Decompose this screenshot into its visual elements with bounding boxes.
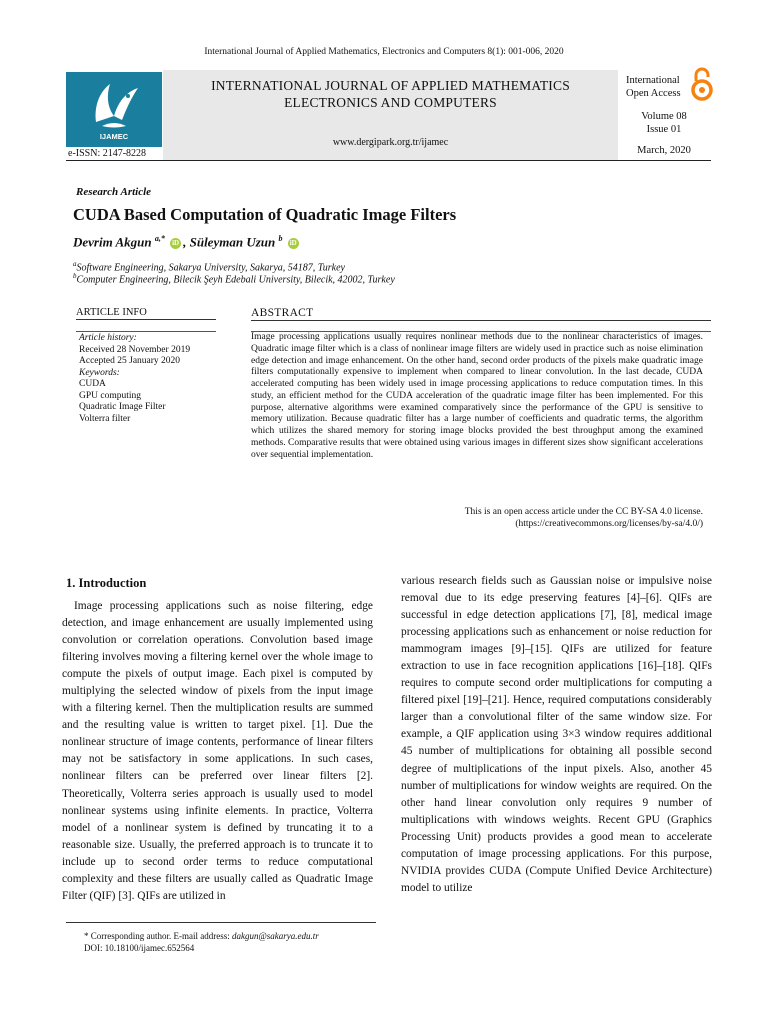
paragraph: various research fields such as Gaussian noise or impulsive noise removal due to its edge preserving features [4]–[6]. QIFs are successful in edge detection applications [7], [8], medical image processing applications such as enhancement or noise reduction for mammogram images [9]–[15]. QIFs are utilized for feature extraction to use in face recognition applications [16]–[18]. QIFs requires to compute second order multiplications for computing a filtered pixel [19]–[21]. Hence, required computations considerably larger than a convolutional filter of the same window size. For example, a QIF application using 3×3 window requires additional 45 number of multiplications for obtaining all possible second degree of multiplications of the input pixels. Also, another 45 number of multiplications for window weights are required. On the other hand linear convolution only requires 9 number of multiplications with windows weights. Recent GPU (Graphics Processing Unit) products provides a good mean to accelerate computation of image processing applications. For this purpose, NVIDIA provides CUDA (Compute Unified Device Architecture) model to utilize xyxy=(401,575,712,894)
volume-issue: Volume 08 Issue 01 xyxy=(641,111,687,135)
history-label: Article history: xyxy=(79,333,137,343)
body-column-left xyxy=(62,598,373,905)
eissn: e-ISSN: 2147-8228 xyxy=(68,148,147,159)
logo-text: IJAMEC xyxy=(99,132,129,141)
author-list: Devrim Akgun $^{a,*}$ iD , Süleyman Uzun $^b$ iD xyxy=(73,234,297,250)
author-name: Süleyman Uzun xyxy=(189,234,276,250)
running-head: International Journal of Applied Mathematics, Electronics and Computers 8(1): 001-006, 2020 xyxy=(204,47,564,57)
license-note: This is an open access article under the CC BY-SA 4.0 license. (https://creativecommons.org/licenses/by-sa/4.0/) xyxy=(251,506,703,530)
open-access-label: International Open Access xyxy=(626,75,681,99)
divider xyxy=(76,319,216,320)
abstract-text: Image processing applications usually requires nonlinear methods due to the nonlinear characteristics of images. Quadratic image filter which is a class of nonlinear image filters are widely used in practice such as noise elimination edge detection and image enhancement. On the other hand, second order products of the pixels make quadratic image filters computationally expensive to implement when compared to linear convolution. In the last decade, CUDA accelerated computing has been widely used in image processing applications to reduce computation times. In this study, an efficient method for the CUDA acceleration of the quadratic image filter has been implemented. For this purpose, alternative algorithms were examined comparatively since the performance of the GPU is sensitive to memory utilization. Because quadratic filter has a large number of coefficients and quadratic terms, the algorithm which utilizes the shared memory for storing image blocks provided the best throughput among the examined methods. Comparative results that were obtained using various images in different sizes show significant accelerations over sequential implementation. xyxy=(251,332,703,460)
footnote-rule xyxy=(66,922,376,923)
author-sup: b xyxy=(278,234,283,243)
keyword: Quadratic Image Filter xyxy=(79,402,166,412)
keywords-label: Keywords: xyxy=(79,367,120,378)
author-email[interactable]: dakgun@sakarya.edu.tr xyxy=(231,931,319,941)
affiliation-b: $^b$Computer Engineering, Bilecik Şeyh Edebali University, Bilecik, 42002, Turkey xyxy=(73,272,395,286)
keyword: GPU computing xyxy=(79,390,142,401)
journal-title: INTERNATIONAL JOURNAL OF APPLIED MATHEMATICS ELECTRONICS AND COMPUTERS xyxy=(211,78,570,110)
license-link[interactable]: (https://creativecommons.org/licenses/by-sa/4.0/) xyxy=(515,519,703,529)
abstract-heading: ABSTRACT xyxy=(251,307,314,319)
journal-logo xyxy=(66,72,162,147)
body-column-right xyxy=(401,573,712,897)
orcid-icon[interactable]: iD xyxy=(172,239,180,248)
open-access-lock-icon xyxy=(689,66,715,102)
divider xyxy=(251,320,711,321)
keyword: Volterra filter xyxy=(79,413,131,424)
orcid-icon[interactable]: iD xyxy=(289,239,297,248)
article-title: CUDA Based Computation of Quadratic Image Filters xyxy=(73,205,457,224)
divider xyxy=(76,331,216,332)
doi: DOI: 10.18100/ijamec.652564 xyxy=(84,942,195,953)
accepted-date: Accepted 25 January 2020 xyxy=(79,356,181,366)
keyword: CUDA xyxy=(79,379,106,389)
header-rule xyxy=(66,160,711,161)
section-heading: 1. Introduction xyxy=(66,576,147,590)
article-info xyxy=(79,333,190,425)
issue-date: March, 2020 xyxy=(637,145,691,156)
affiliation-a: $^a$Software Engineering, Sakarya University, Sakarya, 54187, Turkey xyxy=(73,260,345,274)
paragraph: Image processing applications such as noise filtering, edge detection, and image enhancement are usually implemented using convolution or correlation operations. Convolution based image filtering involves moving a filtering kernel over the whole image to compute the pixels of output image. Each pixel is computed by multiplying the selected window of pixels from the input image with a filtering kernel. Then the multiplication results are summed and the resulting value is written to target pixel. [1]. Due the nonlinear structure of image contents, performance of linear filters may not be satisfactory in some applications. In such cases, nonlinear filters can be preferred over linear filters [2]. Theoretically, Volterra series approach is usually used to model nonlinear systems using infinite elements. In practice, Volterra model of a nonlinear system is defined by truncating it to a reasonable size. Usually, the preferred approach is to truncate it to include up to second order terms to reduce computational complexity and these filters are usually called as Quadratic Image Filter (QIF) [3]. QIFs are utilized in xyxy=(62,600,373,902)
author-sup: a,* xyxy=(154,234,165,243)
author-name: Devrim Akgun xyxy=(73,234,152,250)
received-date: Received 28 November 2019 xyxy=(79,344,191,355)
corresponding-author-label: * Corresponding author. E-mail address: xyxy=(84,931,230,941)
article-info-heading: ARTICLE INFO xyxy=(76,307,147,318)
footnote xyxy=(84,931,319,954)
article-type: Research Article xyxy=(76,186,152,198)
journal-url[interactable]: www.dergipark.org.tr/ijamec xyxy=(332,137,449,148)
